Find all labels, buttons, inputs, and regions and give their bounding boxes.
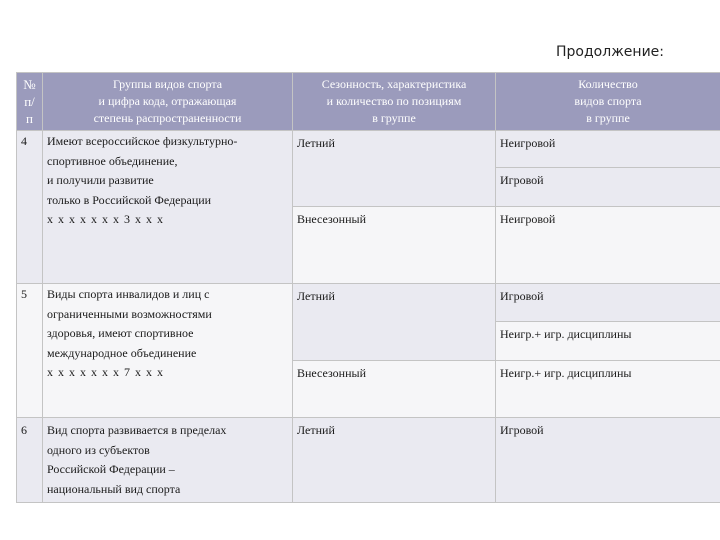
group-code: х х х х х х х 7 х х х	[47, 365, 164, 379]
count-cell: Неигр.+ игр. дисциплины	[496, 361, 720, 418]
header-number: № п/ п	[17, 73, 43, 131]
header-seasonality: Сезонность, характеристика и количество по позициям в группе	[293, 73, 496, 131]
group-description: Вид спорта развивается в пределах одного из субъектов Российской Федерации – национальный вид спорта	[43, 418, 293, 503]
season-cell: Летний	[293, 418, 496, 503]
sports-groups-table	[16, 72, 720, 503]
count-cell: Игровой	[496, 168, 720, 207]
count-cell: Неигровой	[496, 131, 720, 168]
row-number: 5	[17, 284, 43, 418]
group-description: Виды спорта инвалидов и лиц с ограниченными возможностями здоровья, имеют спортивное международное объединение х х х х х х х 7 х х х	[43, 284, 293, 418]
season-cell: Летний	[293, 284, 496, 361]
group-description: Имеют всероссийское физкультурно- спортивное объединение, и получили развитие только в Российской Федерации х х х х х х х 3 х х х	[43, 131, 293, 284]
header-group: Группы видов спорта и цифра кода, отражающая степень распространенности	[43, 73, 293, 131]
continuation-caption: Продолжение:	[556, 44, 664, 60]
season-cell: Внесезонный	[293, 207, 496, 284]
count-cell: Неигр.+ игр. дисциплины	[496, 322, 720, 361]
season-cell: Внесезонный	[293, 361, 496, 418]
header-count: Количество видов спорта в группе	[496, 73, 720, 131]
row-number: 4	[17, 131, 43, 284]
table-header-row	[17, 73, 720, 131]
count-cell: Игровой	[496, 284, 720, 322]
table-row	[17, 418, 720, 503]
row-number: 6	[17, 418, 43, 503]
count-cell: Игровой	[496, 418, 720, 503]
count-cell: Неигровой	[496, 207, 720, 284]
table-row	[17, 131, 720, 168]
group-code: х х х х х х х 3 х х х	[47, 212, 164, 226]
season-cell: Летний	[293, 131, 496, 207]
table-row	[17, 284, 720, 322]
